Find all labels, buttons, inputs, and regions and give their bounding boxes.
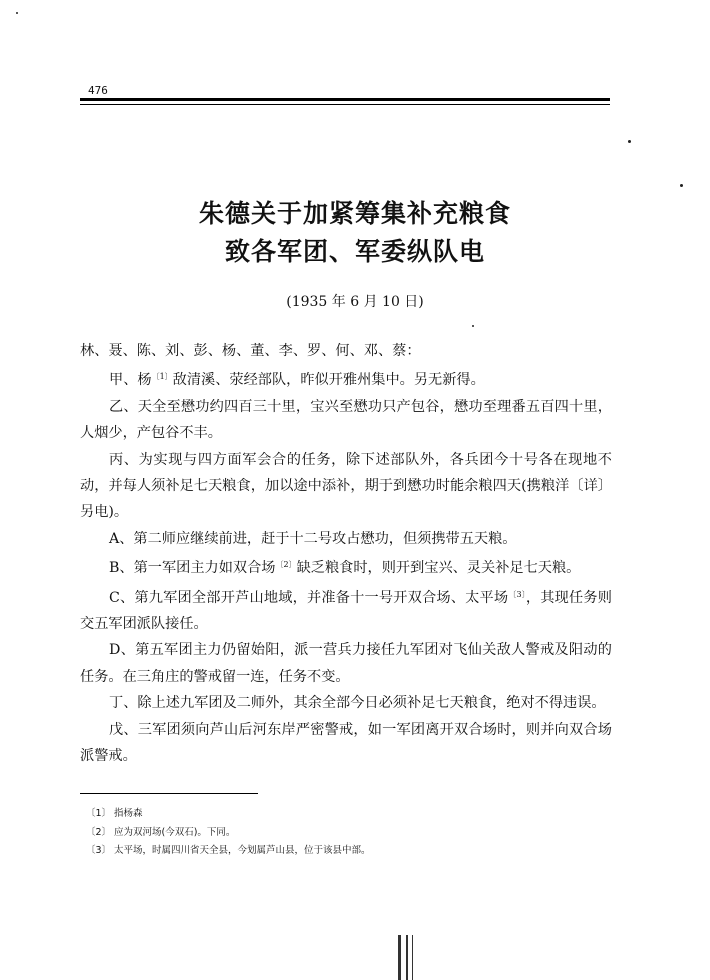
footnote-mark: 〔3〕: [86, 845, 112, 856]
header-rule-thick: [80, 98, 610, 101]
paragraph-bing: 丙、为实现与四方面军会合的任务，除下述部队外，各兵团今十号各在现地不动，并每人须补足七天粮食，加以途中添补，期于到懋功时能余粮四天(携粮洋〔详〕另电)。: [80, 451, 612, 521]
paragraph-b-text-b: 缺乏粮食时，则开到宝兴、灵关补足七天粮。: [296, 560, 581, 577]
scan-speck: [680, 184, 683, 187]
paragraph-jia: [80, 364, 612, 393]
footnote-text: 应为双河场(今双石)。下同。: [114, 826, 236, 838]
document-date: (1935 年 6 月 10 日): [286, 294, 424, 310]
document-title-line-2: 致各军团、军委纵队电: [224, 237, 485, 266]
footnotes: [86, 805, 606, 861]
scan-binding-mark: [412, 935, 413, 980]
paragraph-d: D、第五军团主力仍留始阳，派一营兵力接任九军团对飞仙关敌人警戒及阳动的任务。在三角庄的警戒留一连，任务不变。: [80, 642, 612, 685]
footnote-text: 指杨森: [114, 808, 143, 819]
paragraph-ding: 丁、除上述九军团及二师外，其余全部今日必须补足七天粮食，绝对不得违误。: [109, 695, 606, 712]
paragraph-yi: 乙、天全至懋功约四百三十里，宝兴至懋功只产包谷，懋功至理番五百四十里，人烟少，产包谷不丰。: [80, 398, 612, 442]
page-number: 476: [88, 84, 108, 97]
paragraph-c: [80, 582, 612, 638]
paragraph-b: [80, 552, 612, 581]
footnote-ref-3: 〔3〕: [508, 589, 526, 599]
paragraph-wu: 戊、三军团须向芦山后河东岸严密警戒，如一军团离开双合场时，则并向双合场派警戒。: [80, 721, 612, 765]
paragraph-c-text-b: ，其现任务则交五军团派队接任。: [80, 589, 612, 633]
addressees: 林、聂、陈、刘、彭、杨、董、李、罗、何、邓、蔡：: [80, 343, 421, 359]
scan-speck: [628, 140, 631, 143]
paragraph-c-text-a: C、第九军团全部开芦山地域，并准备十一号开双合场、太平场: [109, 589, 509, 606]
scan-binding-mark: [406, 935, 408, 980]
footnote-item: [86, 805, 606, 824]
paragraph-a: A、第二师应继续前进，赶于十二号攻占懋功，但须携带五天粮。: [109, 530, 517, 547]
footnote-text: 太平场，时属四川省天全县，今划属芦山县，位于该县中部。: [114, 845, 371, 856]
paragraph-jia-text-a: 甲、杨: [109, 372, 152, 389]
header-rule-thin: [80, 104, 610, 105]
telegram-body: [80, 338, 612, 770]
footnote-item: [86, 824, 606, 843]
scan-binding-mark: [398, 935, 401, 980]
footnote-ref-2: 〔2〕: [275, 560, 297, 570]
scan-speck: [16, 12, 18, 14]
footnote-ref-1: 〔1〕: [151, 372, 173, 382]
footnote-mark: 〔2〕: [86, 826, 112, 838]
footnote-divider: [80, 793, 258, 794]
footnote-item: [86, 842, 606, 861]
footnote-mark: 〔1〕: [86, 808, 112, 819]
paragraph-jia-text-b: 敌清溪、荥经部队，昨似开雅州集中。另无新得。: [172, 372, 485, 389]
scan-speck: [472, 325, 474, 327]
paragraph-b-text-a: B、第一军团主力如双合场: [109, 560, 276, 577]
document-title-line-1: 朱德关于加紧筹集补充粮食: [198, 199, 511, 228]
